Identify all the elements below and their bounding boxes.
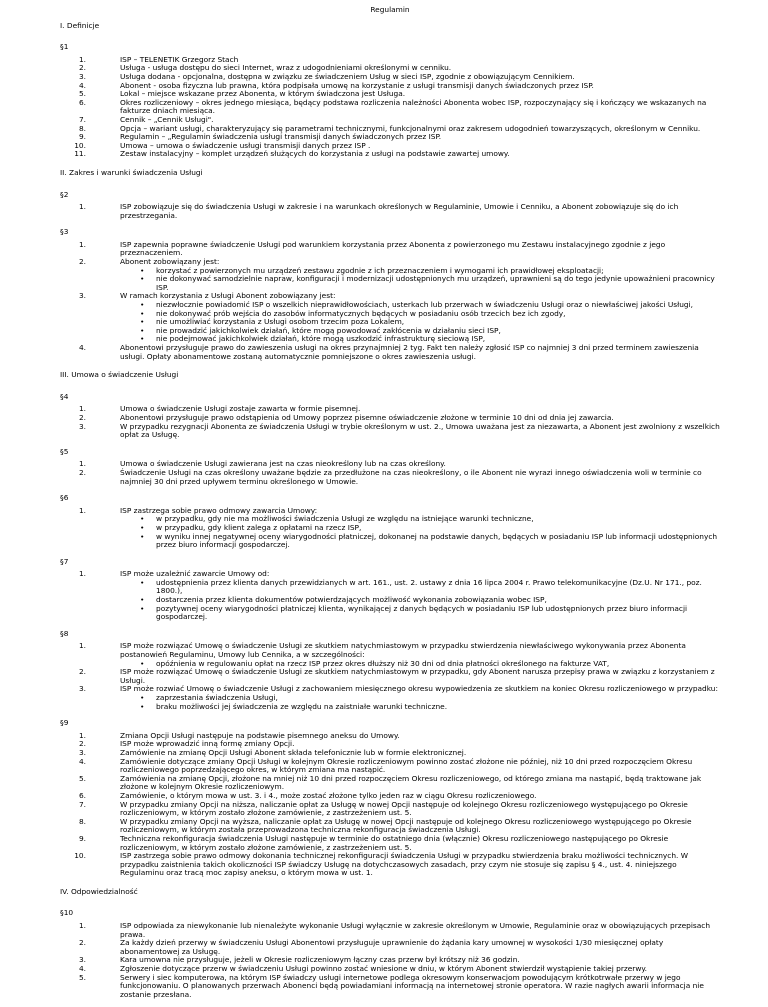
item-number: 1. (78, 54, 86, 64)
item-number: 1. (78, 730, 86, 740)
list-item (60, 801, 720, 818)
item-number: 1. (78, 459, 86, 469)
item-text: ISP może uzależnić zawarcie Umowy od: (120, 569, 270, 579)
item-number: 6. (78, 790, 86, 800)
item-number: 2. (78, 412, 86, 422)
item-text: Usługa - usługa dostępu do sieci Internet, wraz z udogodnieniami określonymi w cenniku. (120, 63, 452, 73)
section (60, 630, 720, 711)
item-text: Serwery i siec komputerowa, na którym ISP świadczy usługi internetowe podlega okresowym konserwacjom powodującym krótkotrwałe przerwy w jego funkcjonowaniu. O planowanych przerwach Abonenci będą powiadamiani informacją na internetowej stronie operatora. W razie nagłych awarii informacja nie zostanie przesłana. (120, 972, 704, 999)
item-text: W ramach korzystania z Usługi Abonent zobowiązany jest: (120, 291, 336, 301)
chapter-heading: II. Zakres i warunki świadczenia Usługi (60, 167, 203, 177)
item-text: ISP może wprowadzić inną formę zmiany Opcji. (120, 739, 295, 749)
item-number: 1. (78, 641, 86, 651)
item-number: 10. (74, 140, 86, 150)
section (60, 909, 720, 999)
section-label: §3 (60, 227, 69, 237)
item-number: 8. (78, 816, 86, 826)
item-number: 3. (78, 955, 86, 965)
item-text: Okres rozliczeniowy – okres jednego miesiąca, będący podstawa rozliczenia należności Abonenta wobec ISP, rozpoczynający się i kończący we wskazanych na fakturze dniach miesiąca. (120, 97, 707, 116)
bullet-icon: • (140, 595, 145, 605)
chapter-heading: IV. Odpowiedzialność (60, 886, 138, 896)
item-number: 3. (78, 291, 86, 301)
bullet-text: nie umożliwiać korzystania z Usługi osobom trzecim poza Lokalem, (156, 317, 405, 327)
item-text: Zamówienie na zmianę Opcji Usługi Abonent składa telefonicznie lub w formie elektronicznej. (120, 747, 467, 757)
item-text: Usługa dodana - opcjonalna, dostępna w związku ze świadczeniem Usług w sieci ISP, zgodnie z obowiązującym Cennikiem. (120, 71, 575, 81)
document-content (60, 22, 720, 1000)
bullet-text: opóźnienia w regulowaniu opłat na rzecz ISP przez okres dłuższy niż 30 dni od dnia płatności określonego na fakturze VAT, (156, 658, 610, 668)
item-text: ISP zapewnia poprawne świadczenie Usługi pod warunkiem korzystania przez Abonenta z powierzonego mu Zestawu instalacyjnego zgodnie z jego przeznaczeniem. (120, 239, 666, 258)
bullet-icon: • (140, 265, 145, 275)
list-item (60, 469, 720, 486)
bullet-icon: • (140, 274, 145, 284)
item-text: Zamówienie dotyczące zmiany Opcji Usługi w kolejnym Okresie rozliczeniowym powinno zostać złożone nie później, niż 10 dni przed rozpoczęciem Okresu rozliczeniowego poprzedzającego okres, w którym zmiana ma nastąpić. (120, 756, 693, 775)
item-text: Umowa o świadczenie Usługi zostaje zawarta w formie pisemnej. (120, 404, 361, 414)
item-number: 7. (78, 799, 86, 809)
item-number: 4. (78, 343, 86, 352)
document-title: Regulamin (370, 5, 410, 14)
item-number: 1. (78, 505, 86, 515)
item-number: 2. (78, 667, 86, 677)
bullet-text: w wyniku innej negatywnej oceny wiarygodności płatniczej, dokonanej na podstawie danych, będących w posiadaniu ISP lub informacji udostępnionych przez biuro informacji gospodarczej. (156, 531, 718, 550)
list-item (60, 974, 720, 1000)
section-label: §6 (60, 493, 69, 503)
list-item (60, 241, 720, 258)
bullet-icon: • (140, 658, 145, 668)
item-number: 2. (78, 739, 86, 749)
bullet-icon: • (140, 577, 145, 587)
list-item (60, 939, 720, 956)
item-number: 8. (78, 123, 86, 133)
section-label: §2 (60, 189, 69, 199)
item-text: ISP – TELENETIK Grzegorz Stach (120, 54, 239, 64)
section (60, 228, 720, 361)
item-text: Abonent zobowiązany jest: (120, 257, 220, 267)
bullet-icon: • (140, 300, 145, 310)
bullet-icon: • (140, 701, 145, 711)
bullet-text: w przypadku, gdy klient zalega z opłatami na rzecz ISP, (156, 522, 362, 532)
item-number: 3. (78, 747, 86, 757)
section (60, 448, 720, 486)
section-label: §10 (60, 908, 74, 918)
bullet-text: nie podejmować jakichkolwiek działań, które mogą uszkodzić infrastrukturę sieciową ISP, (156, 334, 486, 344)
bullet-item (140, 703, 720, 712)
item-number: 10. (74, 851, 86, 861)
section (60, 719, 720, 878)
item-text: Zmiana Opcji Usługi następuje na podstawie pisemnego aneksu do Umowy. (120, 730, 400, 740)
item-text: Świadczenie Usługi na czas określony uważane będzie za przedłużone na czas nieokreślony, o ile Abonent nie wyrazi innego oświadczenia woli w terminie co najmniej 30 dni przed upływem terminu określonego w Umowie. (120, 467, 702, 486)
list-item (60, 344, 720, 361)
list-item (60, 835, 720, 852)
item-text: Regulamin – „Regulamin świadczenia usługi transmisji danych świadczonych przez ISP. (120, 132, 442, 142)
list-item (60, 852, 720, 878)
bullet-item (140, 275, 720, 292)
section-label: §1 (60, 42, 69, 52)
bullet-text: nie dokonywać prób wejścia do zasobów informatycznych będących w posiadaniu osób trzecich bez ich zgody, (156, 308, 566, 318)
chapter-heading: I. Definicje (60, 20, 100, 30)
bullet-text: korzystać z powierzonych mu urządzeń zestawu zgodnie z ich przeznaczeniem i wymogami ich prawidłowej eksploatacji; (156, 265, 604, 275)
list-item (60, 922, 720, 939)
section-label: §9 (60, 718, 69, 728)
bullet-item (140, 533, 720, 550)
item-text: ISP może rozwiązać Umowę o świadczenie Usługi ze skutkiem natychmiastowym w przypadku stwierdzenia niewłaściwego wykonywania przez Abonenta postanowień Regulaminu, Umowy lub Cennika, a w szczególności: (120, 641, 686, 660)
item-number: 5. (78, 972, 86, 982)
list-item (60, 423, 720, 440)
bullet-text: nie prowadzić jakichkolwiek działań, które mogą powodować zakłócenia w działaniu sieci ISP, (156, 325, 501, 335)
list-item (60, 642, 720, 659)
item-number: 2. (78, 63, 86, 73)
item-number: 2. (78, 938, 86, 948)
item-number: 2. (78, 467, 86, 477)
list-item (60, 99, 720, 116)
list-item (60, 150, 720, 159)
bullet-item (140, 605, 720, 622)
bullet-icon: • (140, 308, 145, 318)
item-text: ISP może rozwiązać Umowę o świadczenie Usługi ze skutkiem natychmiastowym w przypadku, gdy Abonent narusza przepisy prawa w związku z korzystaniem z Usługi. (120, 667, 715, 685)
item-number: 3. (78, 421, 86, 431)
section (60, 43, 720, 159)
section-label: §8 (60, 628, 69, 638)
item-number: 1. (78, 239, 86, 249)
item-text: ISP może rozwiać Umowę o świadczenie Usługi z zachowaniem miesięcznego okresu wypowiedzenia ze skutkiem na koniec Okresu rozliczeniowego w przypadku: (120, 684, 718, 694)
section (60, 558, 720, 622)
item-number: 9. (78, 132, 86, 142)
item-number: 4. (78, 756, 86, 766)
item-text: Zgłoszenie dotyczące przerw w świadczeniu Usługi powinno zostać wniesione w dniu, w którym Abonent stwierdził wystąpienie takiej przerwy. (120, 964, 648, 974)
document-page (60, 6, 720, 1007)
list-item (60, 203, 720, 220)
item-number: 9. (78, 833, 86, 843)
item-text: W przypadku zmiany Opcji na niższa, naliczanie opłat za Usługę w nowej Opcji następuje od kolejnego Okresu rozliczeniowego występującego po Okresie rozliczeniowym, w którym zostało złożone zamówienie, z zastrzeżeniem ust. 5. (120, 799, 688, 818)
item-text: Abonentowi przysługuje prawo do zawieszenia usługi na okres przynajmniej 2 tyg. Fakt ten należy zgłosić ISP co najmniej 3 dni przed terminem zawieszenia usługi. Opłaty abonamentowe zostaną automatycznie pomniejszone o okres zawieszenia usługi. (120, 343, 699, 361)
bullet-text: nie dokonywać samodzielnie napraw, konfiguracji i modernizacji udostępnionych mu urządzeń, uprawnieni są do tego jedynie upoważnieni pracownicy ISP. (156, 274, 715, 292)
section-label: §5 (60, 446, 69, 456)
bullet-icon: • (140, 514, 145, 524)
list-item (60, 818, 720, 835)
section (60, 494, 720, 550)
item-text: Zamówienia na zmianę Opcji, złożone na mniej niż 10 dni przed rozpoczęciem Okresu rozliczeniowego, od którego zmiana ma nastąpić, będą traktowane jak złożone w kolejnym Okresie rozliczeniowym. (120, 773, 702, 792)
item-number: 3. (78, 684, 86, 694)
bullet-icon: • (140, 325, 145, 335)
item-text: Abonentowi przysługuje prawo odstąpienia od Umowy poprzez pisemne oświadczenie złożone w terminie 10 dni od dnia jej zawarcia. (120, 412, 614, 422)
bullet-text: zaprzestania świadczenia Usługi, (156, 693, 278, 702)
item-number: 1. (78, 921, 86, 931)
item-text: Umowa – umowa o świadczenie usługi transmisji danych przez ISP . (120, 140, 371, 150)
item-text: W przypadku rezygnacji Abonenta ze świadczenia Usługi w trybie określonym w ust. 2., Umowa uważana jest za niezawarta, a Abonent jest zwolniony z wszelkich opłat za Usługę. (120, 421, 720, 440)
section-label: §4 (60, 391, 69, 401)
chapter-heading: III. Umowa o świadczenie Usługi (60, 370, 179, 380)
item-number: 1. (78, 569, 86, 579)
item-text: Zamówienie, o którym mowa w ust. 3. i 4., może zostać złożone tylko jeden raz w ciągu Okresu rozliczeniowego. (120, 790, 537, 800)
item-text: Lokal – miejsce wskazane przez Abonenta, w którym świadczona jest Usługa. (120, 89, 406, 99)
item-text: Umowa o świadczenie Usługi zawierana jest na czas nieokreślony lub na czas określony. (120, 459, 446, 469)
bullet-icon: • (140, 522, 145, 532)
item-text: ISP odpowiada za niewykonanie lub nienależyte wykonanie Usługi wyłącznie w zakresie określonym w Umowie, Regulaminie oraz w obowiązujących przepisach prawa. (120, 921, 711, 939)
item-text: Abonent - osoba fizyczna lub prawna, która podpisała umowę na korzystanie z usługi transmisji danych świadczonych przez ISP. (120, 80, 594, 90)
item-number: 5. (78, 89, 86, 99)
item-text: Cennik – „Cennik Usługi". (120, 114, 214, 124)
section-label: §7 (60, 556, 69, 566)
item-text: ISP zastrzega sobie prawo odmowy dokonania technicznej rekonfiguracji świadczenia Usługi w przypadku stwierdzenia braku możliwości technicznych. W przypadku zaistnienia takich okoliczności ISP świadczy Usługę na dotychczasowych zasadach, przy czym nie stosuje się zapisu § 4., ust. 4. niniejszego Regulaminu oraz tracą moc zapisy aneksu, o którym mowa w ust. 1. (120, 851, 689, 878)
item-text: Kara umowna nie przysługuje, jeżeli w Okresie rozliczeniowym łączny czas przerw był krótszy niż 36 godzin. (120, 955, 520, 965)
bullet-item (140, 579, 720, 596)
item-number: 4. (78, 80, 86, 90)
bullet-text: pozytywnej oceny wiarygodności płatniczej klienta, wynikającej z danych będących w posiadaniu ISP lub udostępnionych przez biuro informacji gospodarczej. (156, 603, 688, 622)
item-number: 7. (78, 114, 86, 124)
bullet-icon: • (140, 693, 145, 702)
item-number: 5. (78, 773, 86, 783)
item-text: ISP zobowiązuje się do świadczenia Usługi w zakresie i na warunkach określonych w Regulaminie, Umowie i Cenniku, a Abonent zobowiązuje się do ich przestrzegania. (120, 202, 679, 220)
bullet-text: w przypadku, gdy nie ma możliwości świadczenia Usługi ze względu na istniejące warunki techniczne, (156, 514, 534, 524)
section (60, 393, 720, 440)
section (60, 191, 720, 221)
item-number: 11. (74, 149, 86, 159)
list-item (60, 775, 720, 792)
bullet-icon: • (140, 317, 145, 327)
item-text: Za każdy dzień przerwy w świadczeniu Usługi Abonentowi przysługuje uprawnienie do żądania kary umownej w wysokości 1/30 miesięcznej opłaty abonamentowej za Usługę. (120, 938, 664, 956)
list-item (60, 668, 720, 685)
bullet-text: braku możliwości jej świadczenia ze względu na zaistniałe warunki techniczne. (156, 701, 448, 711)
bullet-icon: • (140, 334, 145, 344)
item-text: Techniczna rekonfiguracja świadczenia Usługi następuje w terminie do ostatniego dnia (włącznie) Okresu rozliczeniowego następującego po Okresie rozliczeniowym, w którym zostało złożone zamówienie, z zastrzeżeniem ust. 5. (120, 833, 669, 852)
bullet-text: udostępnienia przez klienta danych przewidzianych w art. 161., ust. 2. ustawy z dnia 16 lipca 2004 r. Prawo telekomunikacyjne (Dz.U. Nr 171., poz. 1800.), (156, 577, 702, 596)
item-number: 1. (78, 404, 86, 414)
bullet-text: dostarczenia przez klienta dokumentów potwierdzających możliwość wykonania zobowiązania wobec ISP, (156, 595, 547, 605)
bullet-icon: • (140, 531, 145, 541)
bullet-text: niezwłocznie powiadomić ISP o wszelkich nieprawidłowościach, usterkach lub przerwach w świadczeniu Usługi oraz o niewłaściwej jakości Usługi, (156, 300, 694, 310)
item-number: 1. (78, 202, 86, 212)
item-text: W przypadku zmiany Opcji na wyższa, naliczanie opłat za Usługę w nowej Opcji następuje od kolejnego Okresu rozliczeniowego występującego po Okresie rozliczeniowym, w którym została przeprowadzona techniczna rekonfiguracja świadczenia Usługi. (120, 816, 692, 835)
item-text: Opcja – wariant usługi, charakteryzujący się parametrami technicznymi, funkcjonalnymi oraz zakresem udogodnień towarzyszących, określonym w Cenniku. (120, 123, 701, 133)
bullet-icon: • (140, 603, 145, 613)
item-text: Zestaw instalacyjny – komplet urządzeń służących do korzystania z usługi na podstawie zawartej umowy. (120, 149, 510, 159)
list-item (60, 758, 720, 775)
item-text: ISP zastrzega sobie prawo odmowy zawarcia Umowy: (120, 505, 318, 515)
item-number: 2. (78, 257, 86, 267)
item-number: 3. (78, 71, 86, 81)
item-number: 6. (78, 97, 86, 107)
item-number: 4. (78, 964, 86, 974)
